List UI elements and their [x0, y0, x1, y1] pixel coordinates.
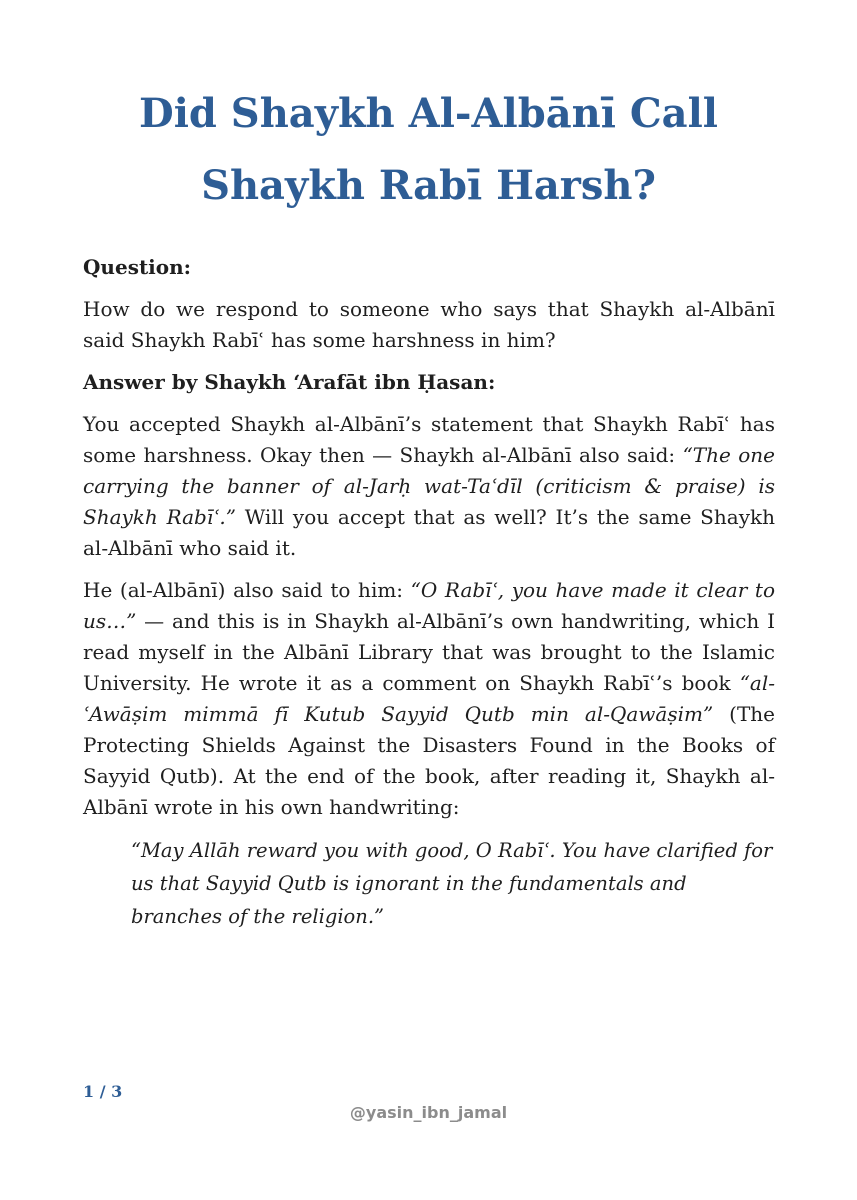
answer-heading: Answer by Shaykh ‘Arafāt ibn Ḥasan:: [83, 370, 496, 394]
answer-paragraph-1: [83, 409, 775, 564]
answer-paragraph-2: [83, 575, 775, 823]
page-title-line-2: Shaykh Rabī Harsh?: [201, 162, 656, 209]
page-number: 1 / 3: [83, 1082, 123, 1101]
answer-p2-text-a: He (al-Albānī) also said to him:: [83, 578, 411, 602]
answer-p2-text-c: (The Protecting Shields Against the Disasters Found in the Books of Sayyid Qutb). At the end of the book, after reading it, Shaykh al-Albānī wrote in his own handwriting:: [83, 702, 776, 819]
answer-p1-text-a: You accepted Shaykh al-Albānī’s statement that Shaykh Rabīʿ has some harshness. Okay then — Shaykh al-Albānī also said:: [83, 412, 775, 467]
answer-p1-text-b: Will you accept that as well? It’s the same Shaykh al-Albānī who said it.: [83, 505, 775, 560]
block-quote: “May Allāh reward you with good, O Rabīʿ. You have clarified for us that Sayyid Qutb is ignorant in the fundamentals and branches of the religion.”: [131, 839, 773, 928]
page-title-line-1: Did Shaykh Al-Albānī Call: [139, 90, 718, 137]
page-title: [60, 78, 797, 222]
answer-p1-quote: “The one carrying the banner of al-Jarḥ wat-Taʿdīl (criticism & praise) is Shaykh Rabīʿ.”: [83, 443, 775, 529]
question-heading: Question:: [83, 255, 192, 279]
question-text: How do we respond to someone who says that Shaykh al-Albānī said Shaykh Rabīʿ has some harshness in him?: [83, 297, 775, 352]
answer-p2-book-title: “al-ʿAwāṣim mimmā fī Kutub Sayyid Qutb min al-Qawāṣim”: [83, 671, 775, 726]
answer-p2-quote: “O Rabīʿ, you have made it clear to us…”: [83, 578, 775, 633]
author-handle: @yasin_ibn_jamal: [349, 1103, 508, 1122]
article-body: [83, 252, 775, 933]
answer-p2-text-b: — and this is in Shaykh al-Albānī’s own handwriting, which I read myself in the Albānī Library that was brought to the Islamic University. He wrote it as a comment on Shaykh Rabīʿ’s book: [83, 609, 775, 695]
